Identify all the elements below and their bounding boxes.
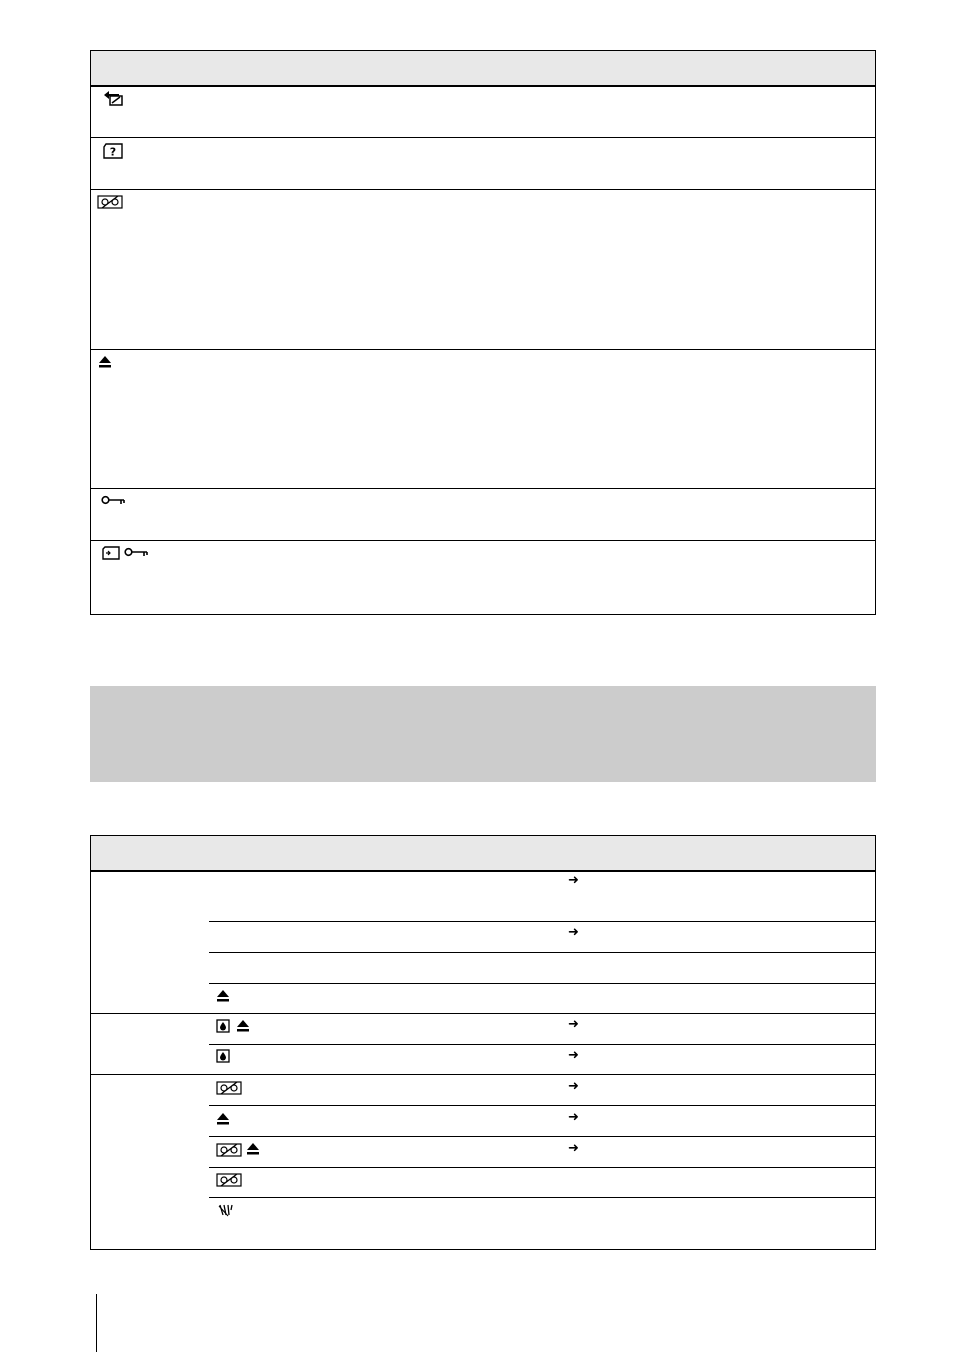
cassette-no-tape-icon: [216, 1173, 242, 1187]
cassette-no-tape-icon: [97, 195, 123, 209]
eject-icon: [216, 1112, 230, 1125]
arrow-icon: ➜: [568, 873, 579, 888]
moisture-icon: [216, 1049, 230, 1063]
table-header: [91, 836, 875, 872]
tape-rewind-warning-icon: [102, 90, 124, 106]
section-banner: [90, 686, 876, 782]
cassette-no-tape-icon: [216, 1143, 242, 1157]
eject-icon: [216, 989, 230, 1002]
arrow-icon: ➜: [568, 1048, 579, 1063]
eject-icon: [246, 1142, 260, 1155]
table-header: [91, 51, 875, 87]
arrow-icon: ➜: [568, 925, 579, 940]
key-protect-icon: [101, 495, 125, 505]
arrow-icon: ➜: [568, 1110, 579, 1125]
eject-icon: [98, 355, 112, 368]
warning-indicator-table: [90, 50, 876, 615]
memory-card-icon: [102, 546, 120, 560]
moisture-icon: [216, 1019, 230, 1033]
arrow-icon: ➜: [568, 1017, 579, 1032]
head-dirty-icon: [218, 1203, 234, 1217]
arrow-icon: ➜: [568, 1079, 579, 1094]
troubleshooting-table: [90, 835, 876, 1250]
key-protect-icon: [124, 547, 148, 557]
eject-icon: [236, 1019, 250, 1032]
arrow-icon: ➜: [568, 1141, 579, 1156]
svg-text:?: ?: [109, 145, 117, 159]
memory-card-question-icon: [102, 143, 124, 159]
page-margin-rule: [96, 1294, 97, 1352]
cassette-no-tape-icon: [216, 1081, 242, 1095]
